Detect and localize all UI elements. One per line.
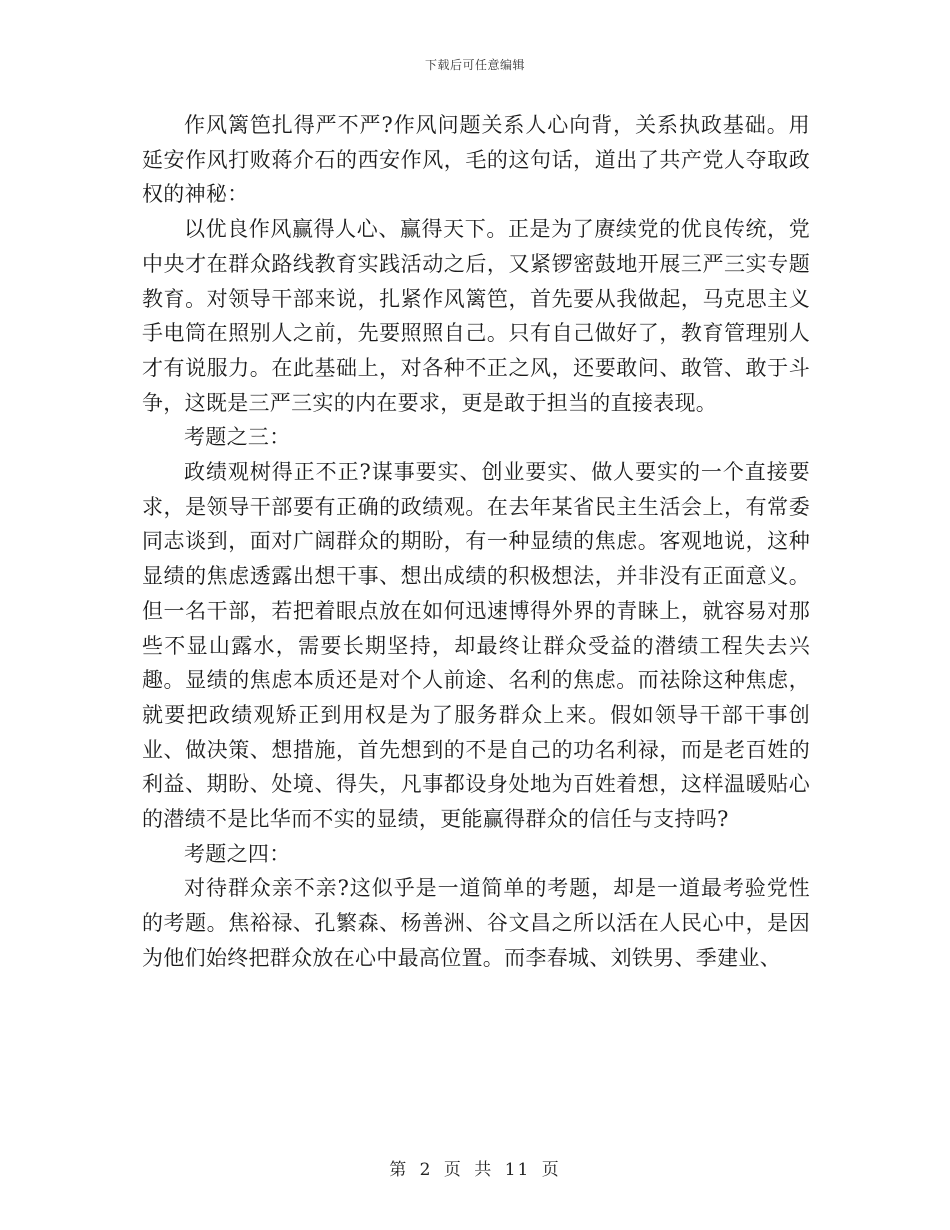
paragraph: 对待群众亲不亲?这似乎是一道简单的考题，却是一道最考验党性的考题。焦裕禄、孔繁森、杨善洲、谷文昌之所以活在人民心中，是因为他们始终把群众放在心中最高位置。而李春城、刘铁男、季建业、 — [142, 876, 810, 970]
section-heading: 考题之四： — [184, 841, 291, 866]
section-heading: 考题之三： — [184, 425, 291, 450]
paragraph: 以优良作风赢得人心、赢得天下。正是为了赓续党的优良传统，党中央才在群众路线教育实践活动之后，又紧锣密鼓地开展三严三实专题教育。对领导干部来说，扎紧作风篱笆，首先要从我做起，马克思主义手电筒在照别人之前，先要照照自己。只有自己做好了，教育管理别人才有说服力。在此基础上，对各种不正之风，还要敢问、敢管、敢于斗争，这既是三严三实的内在要求，更是敢于担当的直接表现。 — [142, 217, 810, 415]
paragraph: 政绩观树得正不正?谋事要实、创业要实、做人要实的一个直接要求，是领导干部要有正确的政绩观。在去年某省民主生活会上，有常委同志谈到，面对广阔群众的期盼，有一种显绩的焦虑。客观地说，这种显绩的焦虑透露出想干事、想出成绩的积极想法，并非没有正面意义。但一名干部，若把着眼点放在如何迅速博得外界的青睐上，就容易对那些不显山露水，需要长期坚持，却最终让群众受益的潜绩工程失去兴趣。显绩的焦虑本质还是对个人前途、名利的焦虑。而祛除这种焦虑，就要把政绩观矫正到用权是为了服务群众上来。假如领导干部干事创业、做决策、想措施，首先想到的不是自己的功名利禄，而是老百姓的利益、期盼、处境、得失，凡事都设身处地为百姓着想，这样温暖贴心的潜绩不是比华而不实的显绩，更能赢得群众的信任与支持吗? — [142, 460, 810, 832]
page-number-footer: 第 2 页 共 11 页 — [389, 1160, 561, 1180]
paragraph: 作风篱笆扎得严不严?作风问题关系人心向背，关系执政基础。用延安作风打败蒋介石的西安作风，毛的这句话，道出了共产党人夺取政权的神秘： — [142, 113, 810, 207]
page-header: 下载后可任意编辑 — [424, 58, 525, 72]
document-body — [142, 108, 810, 976]
